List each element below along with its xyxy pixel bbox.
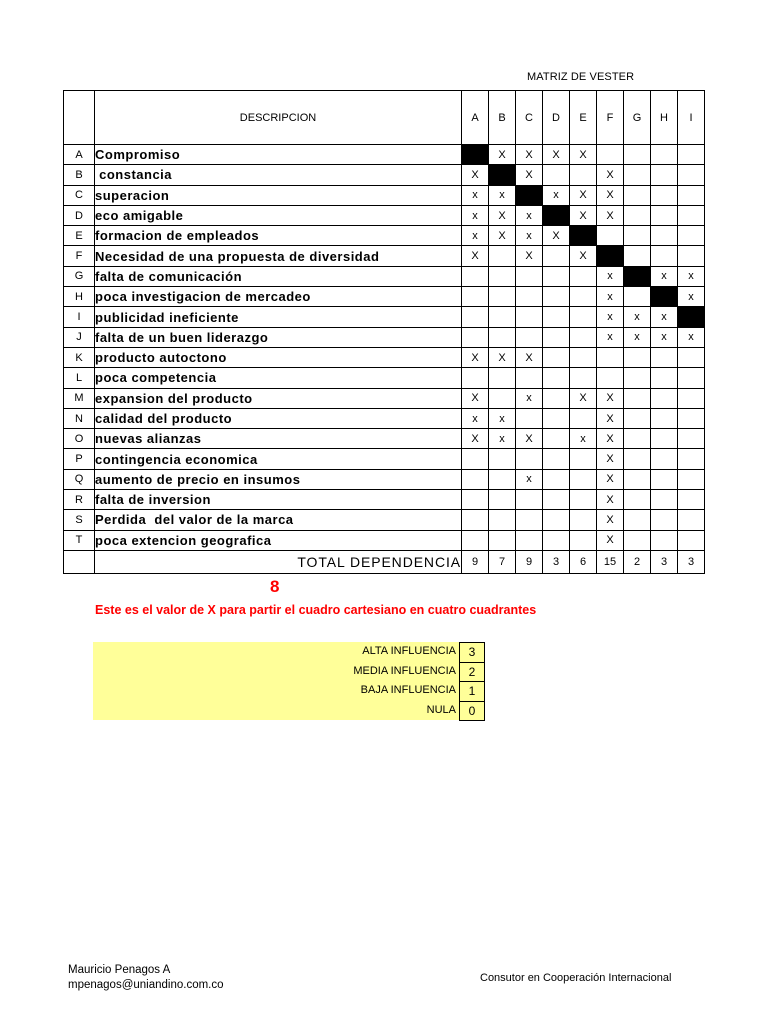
matrix-cell: [516, 490, 543, 510]
matrix-cell: [624, 226, 651, 246]
diagonal-cell: [543, 205, 570, 225]
diagonal-cell: [489, 165, 516, 185]
row-description: falta de comunicación: [95, 266, 462, 286]
matrix-cell: X: [597, 429, 624, 449]
matrix-cell: x: [462, 226, 489, 246]
matrix-cell: X: [597, 510, 624, 530]
row-letter: G: [64, 266, 95, 286]
matrix-cell: x: [678, 266, 705, 286]
influence-value: 2: [459, 662, 485, 683]
matrix-row: [64, 266, 705, 286]
matrix-cell: [462, 469, 489, 489]
matrix-row: [64, 165, 705, 185]
matrix-cell: [597, 226, 624, 246]
influence-label: BAJA INFLUENCIA: [360, 684, 456, 696]
matrix-cell: [651, 429, 678, 449]
matrix-cell: [462, 530, 489, 550]
matrix-cell: [570, 368, 597, 388]
matrix-cell: x: [462, 408, 489, 428]
total-dependencia-label: TOTAL DEPENDENCIA: [95, 550, 462, 573]
matrix-cell: [678, 368, 705, 388]
matrix-cell: x: [624, 327, 651, 347]
row-description: falta de inversion: [95, 490, 462, 510]
matrix-row: [64, 429, 705, 449]
matrix-cell: X: [597, 165, 624, 185]
influence-value: 1: [459, 681, 485, 702]
matrix-row: [64, 145, 705, 165]
matrix-cell: [678, 469, 705, 489]
matrix-cell: [570, 408, 597, 428]
row-letter: T: [64, 530, 95, 550]
influence-label: MEDIA INFLUENCIA: [353, 664, 456, 677]
matrix-cell: [651, 226, 678, 246]
matrix-row: [64, 408, 705, 428]
diagonal-cell: [624, 266, 651, 286]
matrix-row: [64, 327, 705, 347]
total-value: 15: [597, 550, 624, 573]
diagonal-cell: [570, 226, 597, 246]
matrix-cell: [489, 266, 516, 286]
matrix-cell: X: [516, 165, 543, 185]
matrix-cell: [651, 205, 678, 225]
matrix-cell: [543, 490, 570, 510]
matrix-cell: [489, 287, 516, 307]
matrix-cell: [543, 530, 570, 550]
row-description: superacion: [95, 185, 462, 205]
matrix-cell: [651, 388, 678, 408]
matrix-cell: [489, 388, 516, 408]
matrix-cell: [624, 145, 651, 165]
footer-author: Mauricio Penagos A: [68, 964, 171, 976]
row-letter: P: [64, 449, 95, 469]
matrix-cell: [570, 347, 597, 367]
matrix-cell: [570, 510, 597, 530]
matrix-cell: [678, 347, 705, 367]
matrix-cell: [543, 327, 570, 347]
matrix-cell: [624, 530, 651, 550]
matrix-row: [64, 287, 705, 307]
matrix-cell: X: [570, 205, 597, 225]
matrix-cell: [597, 145, 624, 165]
column-header-d: D: [543, 91, 570, 145]
matrix-cell: [462, 307, 489, 327]
row-letter: E: [64, 226, 95, 246]
row-description: poca extencion geografica: [95, 530, 462, 550]
matrix-cell: [678, 246, 705, 266]
influence-value: 0: [459, 701, 485, 722]
header-row: [64, 91, 705, 145]
matrix-cell: [489, 368, 516, 388]
row-letter: A: [64, 145, 95, 165]
matrix-cell: [624, 205, 651, 225]
total-value: 3: [543, 550, 570, 573]
row-letter: S: [64, 510, 95, 530]
matrix-cell: [678, 408, 705, 428]
matrix-cell: [462, 449, 489, 469]
matrix-cell: X: [597, 469, 624, 489]
matrix-cell: [543, 307, 570, 327]
matrix-cell: x: [489, 429, 516, 449]
matrix-cell: [516, 307, 543, 327]
matrix-cell: x: [543, 185, 570, 205]
matrix-cell: X: [489, 205, 516, 225]
matrix-cell: [624, 287, 651, 307]
matrix-cell: [597, 368, 624, 388]
matrix-cell: [543, 246, 570, 266]
influence-scale-row: [93, 642, 485, 662]
matrix-cell: [624, 347, 651, 367]
diagonal-cell: [678, 307, 705, 327]
row-description: nuevas alianzas: [95, 429, 462, 449]
matrix-cell: x: [624, 307, 651, 327]
matrix-row: [64, 185, 705, 205]
matrix-cell: x: [489, 185, 516, 205]
matrix-cell: [651, 347, 678, 367]
matrix-row: [64, 530, 705, 550]
matrix-cell: [489, 327, 516, 347]
row-description: poca investigacion de mercadeo: [95, 287, 462, 307]
row-letter: C: [64, 185, 95, 205]
matrix-cell: X: [516, 145, 543, 165]
matrix-cell: [489, 307, 516, 327]
matrix-cell: [543, 429, 570, 449]
matrix-cell: [570, 530, 597, 550]
x-value-note: Este es el valor de X para partir el cuadro cartesiano en cuatro cuadrantes: [95, 603, 537, 617]
total-value: 6: [570, 550, 597, 573]
row-letter: J: [64, 327, 95, 347]
matrix-cell: [462, 327, 489, 347]
matrix-cell: [489, 490, 516, 510]
diagonal-cell: [651, 287, 678, 307]
matrix-row: [64, 388, 705, 408]
matrix-cell: x: [516, 469, 543, 489]
row-letter: H: [64, 287, 95, 307]
matrix-cell: [624, 388, 651, 408]
matrix-cell: [543, 408, 570, 428]
row-description: contingencia economica: [95, 449, 462, 469]
matrix-cell: X: [462, 388, 489, 408]
matrix-cell: [651, 530, 678, 550]
matrix-cell: [462, 510, 489, 530]
diagonal-cell: [516, 185, 543, 205]
row-letter: I: [64, 307, 95, 327]
matrix-cell: [651, 490, 678, 510]
total-value: 9: [516, 550, 543, 573]
matrix-cell: [651, 408, 678, 428]
matrix-cell: [651, 165, 678, 185]
matrix-cell: [624, 165, 651, 185]
row-description: formacion de empleados: [95, 226, 462, 246]
diagonal-cell: [597, 246, 624, 266]
column-header-b: B: [489, 91, 516, 145]
column-header-e: E: [570, 91, 597, 145]
matrix-row: [64, 510, 705, 530]
vester-matrix: [63, 90, 705, 574]
matrix-cell: [489, 246, 516, 266]
matrix-cell: X: [570, 388, 597, 408]
column-header-h: H: [651, 91, 678, 145]
row-letter: K: [64, 347, 95, 367]
matrix-cell: [651, 246, 678, 266]
row-letter: D: [64, 205, 95, 225]
matrix-cell: X: [462, 246, 489, 266]
row-description: Necesidad de una propuesta de diversidad: [95, 246, 462, 266]
matrix-row: [64, 490, 705, 510]
matrix-cell: [543, 347, 570, 367]
matrix-cell: [543, 266, 570, 286]
row-letter: R: [64, 490, 95, 510]
matrix-cell: [570, 287, 597, 307]
matrix-cell: [462, 287, 489, 307]
matrix-cell: x: [597, 307, 624, 327]
total-dependencia-row: [64, 550, 705, 573]
matrix-cell: x: [651, 327, 678, 347]
matrix-cell: x: [651, 266, 678, 286]
row-description: publicidad ineficiente: [95, 307, 462, 327]
matrix-cell: X: [597, 449, 624, 469]
row-description: expansion del producto: [95, 388, 462, 408]
matrix-body: [64, 145, 705, 574]
matrix-cell: [543, 469, 570, 489]
row-description: falta de un buen liderazgo: [95, 327, 462, 347]
matrix-cell: [624, 408, 651, 428]
matrix-cell: X: [489, 226, 516, 246]
matrix-cell: [678, 429, 705, 449]
row-letter: M: [64, 388, 95, 408]
total-value: 3: [651, 550, 678, 573]
matrix-row: [64, 469, 705, 489]
description-column-header: DESCRIPCION: [95, 91, 462, 145]
matrix-cell: x: [516, 205, 543, 225]
footer-role: Consutor en Cooperación Internacional: [480, 972, 672, 984]
matrix-cell: [543, 287, 570, 307]
matrix-cell: X: [462, 165, 489, 185]
matrix-cell: [516, 530, 543, 550]
matrix-row: [64, 307, 705, 327]
row-description: constancia: [95, 165, 462, 185]
matrix-cell: [570, 449, 597, 469]
matrix-cell: [624, 185, 651, 205]
matrix-cell: [570, 490, 597, 510]
matrix-cell: [543, 165, 570, 185]
matrix-cell: X: [597, 490, 624, 510]
row-description: aumento de precio en insumos: [95, 469, 462, 489]
matrix-cell: [570, 469, 597, 489]
matrix-cell: [543, 510, 570, 530]
row-letter: F: [64, 246, 95, 266]
matrix-cell: [624, 429, 651, 449]
row-letter: Q: [64, 469, 95, 489]
matrix-cell: [516, 449, 543, 469]
matrix-cell: X: [516, 429, 543, 449]
matrix-cell: x: [489, 408, 516, 428]
matrix-cell: [516, 510, 543, 530]
matrix-cell: x: [597, 327, 624, 347]
matrix-cell: [516, 408, 543, 428]
matrix-cell: X: [543, 145, 570, 165]
influence-scale-row: [93, 662, 485, 682]
matrix-cell: x: [462, 205, 489, 225]
influence-scale: [93, 642, 485, 720]
matrix-cell: [516, 287, 543, 307]
total-value: 9: [462, 550, 489, 573]
matrix-cell: [651, 368, 678, 388]
matrix-cell: [624, 449, 651, 469]
matrix-cell: [624, 368, 651, 388]
footer-email: mpenagos@uniandino.com.co: [68, 979, 224, 991]
matrix-cell: [624, 490, 651, 510]
matrix-cell: [543, 388, 570, 408]
matrix-cell: X: [597, 185, 624, 205]
influence-scale-row: [93, 681, 485, 701]
matrix-cell: X: [597, 530, 624, 550]
matrix-cell: [678, 145, 705, 165]
matrix-cell: [678, 530, 705, 550]
matrix-cell: X: [597, 205, 624, 225]
matrix-cell: [516, 327, 543, 347]
matrix-cell: X: [489, 347, 516, 367]
matrix-cell: [678, 388, 705, 408]
matrix-row: [64, 449, 705, 469]
matrix-cell: [597, 347, 624, 367]
matrix-cell: [678, 165, 705, 185]
matrix-cell: [489, 510, 516, 530]
matrix-cell: [462, 368, 489, 388]
matrix-cell: X: [516, 347, 543, 367]
total-row-letter-cell: [64, 550, 95, 573]
letter-column-header: [64, 91, 95, 145]
row-letter: B: [64, 165, 95, 185]
row-description: calidad del producto: [95, 408, 462, 428]
matrix-cell: [651, 510, 678, 530]
matrix-row: [64, 205, 705, 225]
matrix-cell: [651, 449, 678, 469]
influence-label: NULA: [426, 703, 456, 716]
matrix-cell: X: [543, 226, 570, 246]
matrix-cell: [489, 469, 516, 489]
matrix-cell: x: [678, 327, 705, 347]
matrix-cell: [489, 449, 516, 469]
row-description: poca competencia: [95, 368, 462, 388]
column-header-a: A: [462, 91, 489, 145]
matrix-cell: [516, 266, 543, 286]
matrix-header: [64, 91, 705, 145]
total-value: 3: [678, 550, 705, 573]
matrix-cell: [489, 530, 516, 550]
matrix-cell: x: [462, 185, 489, 205]
matrix-cell: [678, 205, 705, 225]
matrix-cell: x: [516, 388, 543, 408]
matrix-cell: X: [597, 388, 624, 408]
matrix-cell: X: [462, 347, 489, 367]
row-letter: L: [64, 368, 95, 388]
matrix-cell: [462, 266, 489, 286]
matrix-cell: [624, 510, 651, 530]
row-description: producto autoctono: [95, 347, 462, 367]
row-letter: N: [64, 408, 95, 428]
diagonal-cell: [462, 145, 489, 165]
column-header-g: G: [624, 91, 651, 145]
matrix-cell: [678, 510, 705, 530]
matrix-cell: [570, 165, 597, 185]
influence-value: 3: [459, 642, 485, 663]
matrix-cell: x: [597, 266, 624, 286]
matrix-cell: [624, 469, 651, 489]
matrix-title: MATRIZ DE VESTER: [527, 71, 635, 83]
matrix-cell: [678, 449, 705, 469]
influence-scale-row: [93, 701, 485, 721]
matrix-cell: X: [597, 408, 624, 428]
total-value: 2: [624, 550, 651, 573]
x-value: 8: [270, 577, 280, 596]
matrix-row: [64, 246, 705, 266]
matrix-cell: [651, 469, 678, 489]
matrix-cell: [570, 307, 597, 327]
column-header-f: F: [597, 91, 624, 145]
matrix-cell: [678, 185, 705, 205]
row-description: eco amigable: [95, 205, 462, 225]
influence-label: ALTA INFLUENCIA: [362, 645, 456, 657]
matrix-cell: [462, 490, 489, 510]
matrix-cell: [651, 185, 678, 205]
matrix-cell: [516, 368, 543, 388]
matrix-cell: X: [570, 185, 597, 205]
matrix-cell: [543, 368, 570, 388]
matrix-cell: [570, 266, 597, 286]
matrix-cell: X: [516, 246, 543, 266]
matrix-row: [64, 347, 705, 367]
matrix-cell: [624, 246, 651, 266]
matrix-cell: [678, 490, 705, 510]
row-letter: O: [64, 429, 95, 449]
matrix-row: [64, 368, 705, 388]
row-description: Compromiso: [95, 145, 462, 165]
column-header-c: C: [516, 91, 543, 145]
column-header-i: I: [678, 91, 705, 145]
matrix-cell: [678, 226, 705, 246]
matrix-cell: X: [462, 429, 489, 449]
matrix-cell: x: [516, 226, 543, 246]
matrix-row: [64, 226, 705, 246]
matrix-cell: x: [570, 429, 597, 449]
matrix-cell: x: [651, 307, 678, 327]
matrix-cell: X: [570, 145, 597, 165]
matrix-cell: [543, 449, 570, 469]
matrix-cell: x: [678, 287, 705, 307]
matrix-cell: x: [597, 287, 624, 307]
total-value: 7: [489, 550, 516, 573]
row-description: Perdida del valor de la marca: [95, 510, 462, 530]
matrix-cell: [651, 145, 678, 165]
matrix-cell: X: [489, 145, 516, 165]
matrix-cell: X: [570, 246, 597, 266]
matrix-cell: [570, 327, 597, 347]
